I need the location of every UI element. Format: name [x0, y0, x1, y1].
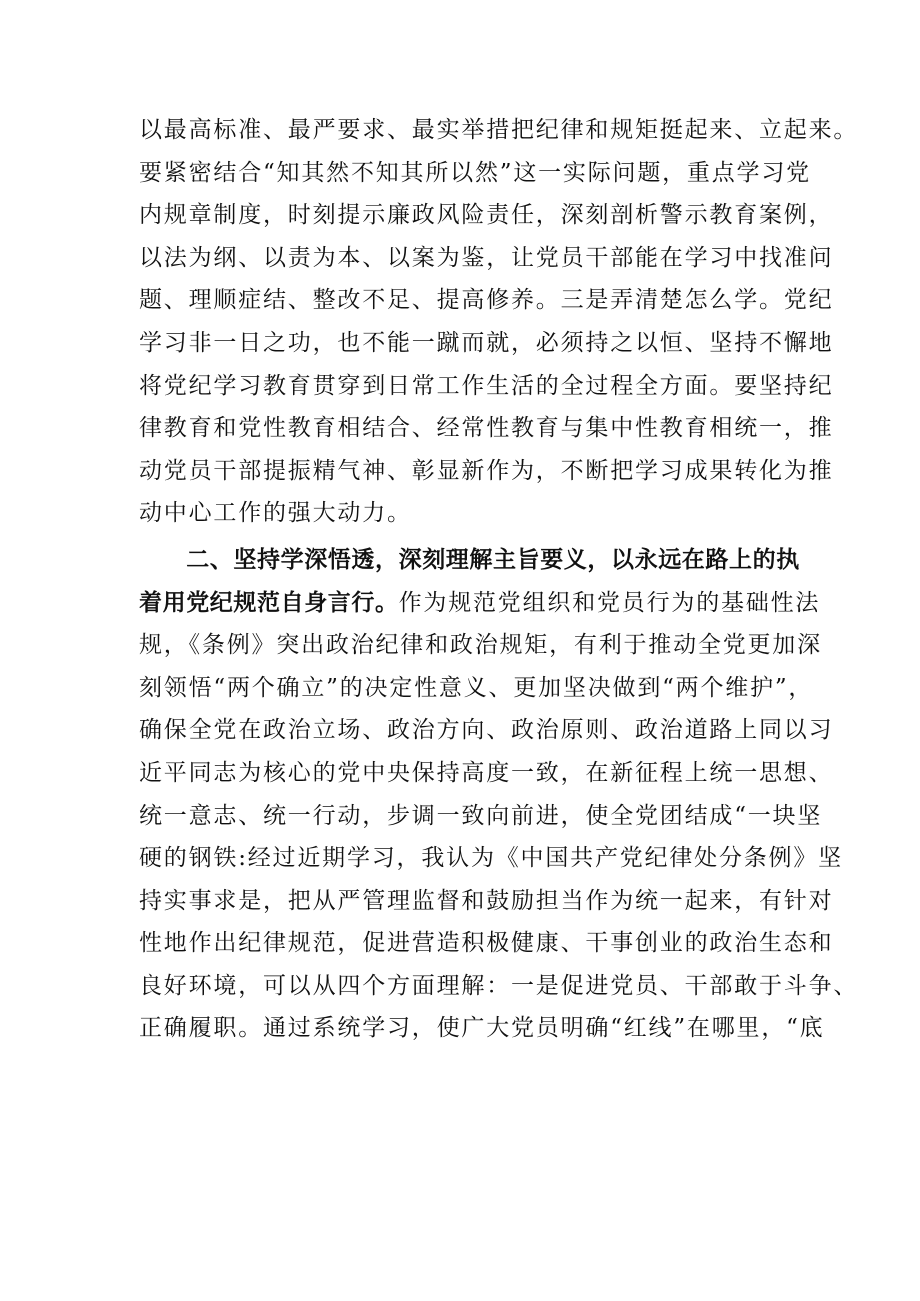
text-line: 硬的钢铁:经过近期学习，我认为《中国共产党纪律处分条例》坚	[139, 845, 843, 872]
text-line: 内规章制度，时刻提示廉政风险责任，深刻剖析警示教育案例，	[139, 202, 834, 229]
text-line: 统一意志、统一行动，步调一致向前进，使全党团结成“一块坚	[139, 802, 823, 829]
text-line: 规，《条例》突出政治纪律和政治规矩，有利于推动全党更加深	[139, 632, 822, 659]
text-line-rest: 作为规范党组织和党员行为的基础性法	[398, 589, 821, 616]
text-line: 题、理顺症结、整改不足、提高修养。三是弄清楚怎么学。党纪	[139, 287, 834, 314]
text-line: 学习非一日之功，也不能一蹴而就，必须持之以恒、坚持不懈地	[139, 329, 834, 356]
text-line: 律教育和党性教育相结合、经常性教育与集中性教育相统一，推	[139, 415, 834, 442]
section-heading-continued	[139, 582, 821, 625]
text-line: 性地作出纪律规范，促进营造积极健康、干事创业的政治生态和	[139, 930, 834, 957]
text-line: 持实事求是，把从严管理监督和鼓励担当作为统一起来，有针对	[139, 887, 834, 914]
paragraph-1	[139, 109, 859, 535]
section-heading-text-end: 着用党纪规范自身言行。	[139, 589, 399, 616]
section-heading	[139, 539, 799, 582]
text-line: 以最高标准、最严要求、最实举措把纪律和规矩挺起来、立起来。	[139, 117, 859, 143]
text-line: 将党纪学习教育贯穿到日常工作生活的全过程全方面。要坚持纪	[139, 372, 834, 399]
text-line: 动中心工作的强大动力。	[139, 500, 412, 527]
text-line: 要紧密结合“知其然不知其所以然”这一实际问题，重点学习党	[139, 159, 811, 186]
text-line: 动党员干部提振精气神、彰显新作为，不断把学习成果转化为推	[139, 457, 834, 484]
document-body	[139, 109, 859, 1050]
text-line: 刻领悟“两个确立”的决定性意义、更加坚决做到“两个维护”，	[139, 674, 814, 701]
paragraph-2	[139, 539, 859, 1050]
text-line: 以法为纲、以责为本、以案为鉴，让党员干部能在学习中找准问	[139, 244, 834, 271]
text-line: 确保全党在政治立场、政治方向、政治原则、政治道路上同以习	[139, 717, 834, 744]
text-line: 近平同志为核心的党中央保持高度一致，在新征程上统一思想、	[139, 759, 834, 786]
section-heading-text: 二、坚持学深悟透，深刻理解主旨要义，以永远在路上的执	[139, 546, 800, 573]
text-line: 正确履职。通过系统学习，使广大党员明确“红线”在哪里，“底	[139, 1015, 825, 1042]
text-line: 良好环境，可以从四个方面理解：一是促进党员、干部敢于斗争、	[139, 972, 859, 999]
